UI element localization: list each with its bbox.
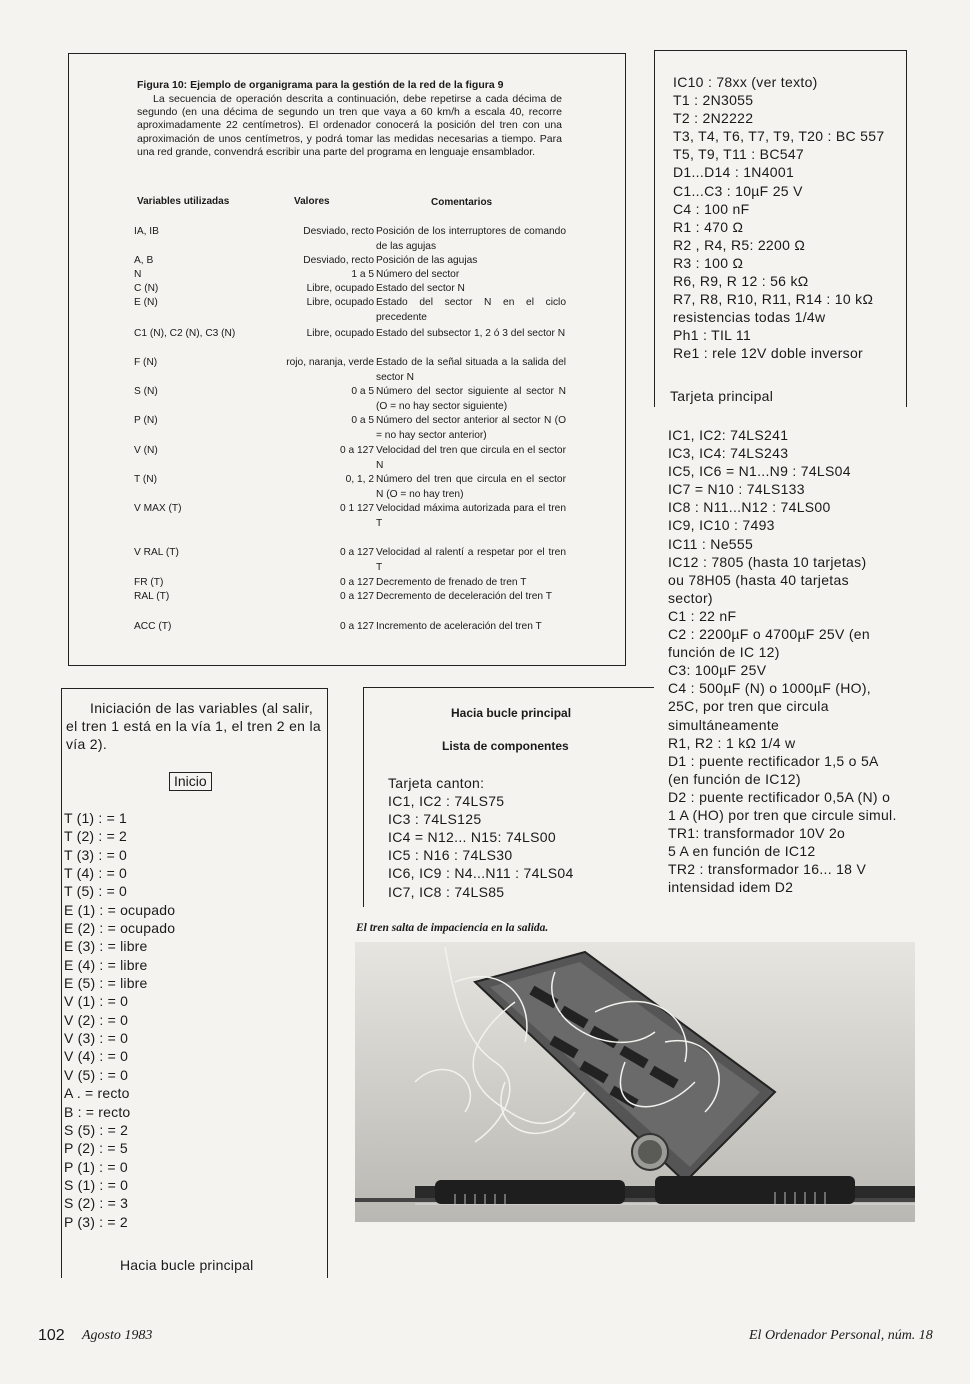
variable-name: V (N) [134, 445, 158, 456]
variable-name: A, B [134, 255, 154, 266]
init-assignment: V (4) : = 0 [64, 1048, 129, 1065]
variable-name: FR (T) [134, 577, 164, 588]
component-line: Ph1 : TIL 11 [673, 327, 752, 344]
init-assignment: T (3) : = 0 [64, 846, 128, 863]
init-assignment: V (2) : = 0 [64, 1011, 129, 1028]
variable-name: P (N) [134, 415, 158, 426]
variable-values: 0 a 5 [351, 386, 374, 397]
init-assignment: A . = recto [64, 1085, 130, 1102]
variable-name: F (N) [134, 357, 158, 368]
start-label: Inicio [174, 773, 207, 789]
start-block [169, 772, 212, 791]
variable-comment: Número del tren que circula en el sector N (O = no hay tren) [376, 474, 566, 500]
variable-comment: Estado del subsector 1, 2 ó 3 del sector N [376, 328, 566, 339]
component-line: C3: 100µF 25V [668, 662, 767, 679]
init-assignment: E (3) : = libre [64, 938, 148, 955]
component-line: R6, R9, R 12 : 56 kΩ [673, 273, 809, 290]
init-assignment: T (5) : = 0 [64, 883, 128, 900]
component-line: IC11 : Ne555 [668, 535, 754, 552]
variable-values: 0 a 5 [351, 415, 374, 426]
loop-label: Hacia bucle principal [451, 706, 572, 720]
component-line: D1...D14 : 1N4001 [673, 164, 795, 181]
figure-caption: Figura 10: Ejemplo de organigrama para la gestión de la red de la figura 9 [137, 79, 504, 91]
variable-comment: Número del sector siguiente al sector N (O = no hay sector siguiente) [376, 386, 566, 412]
init-assignment: P (3) : = 2 [64, 1213, 128, 1230]
variable-comment: Decremento de deceleración del tren T [376, 591, 552, 602]
variable-comment: Estado del sector N [376, 283, 465, 294]
component-line: C1...C3 : 10µF 25 V [673, 182, 803, 199]
figure-text: La secuencia de operación descrita a continuación, debe repetirse a cada décima de segundo (en una décima de segundo un tren que vaya a 60 km/h a escala 40, recorre aproximadamente 22 centímetros). El ordenador conocerá la posición del tren con una aproximación de unos centímetros, y podrá tomar las medidas necesarias a tiempo. Para una red grande, convendrá escribir una parte del programa en lenguaje ensamblador. [137, 93, 562, 158]
init-assignment: E (5) : = libre [64, 975, 148, 992]
component-line: IC12 : 7805 (hasta 10 tarjetas) [668, 553, 867, 570]
variable-comment: Estado del sector N en el ciclo precedente [376, 297, 566, 323]
variable-comment: Velocidad al ralentí a respetar por el tren T [376, 547, 566, 573]
component-line: resistencias todas 1/4w [673, 309, 826, 326]
component-line: IC9, IC10 : 7493 [668, 517, 775, 534]
component-line: T5, T9, T11 : BC547 [673, 146, 804, 163]
variable-values: rojo, naranja, verde [286, 357, 374, 368]
components-title: Lista de componentes [442, 739, 569, 753]
variable-name: S (N) [134, 386, 158, 397]
init-assignment: V (3) : = 0 [64, 1030, 129, 1047]
variable-values: 0 a 127 [340, 591, 374, 602]
variable-values: 0, 1, 2 [345, 474, 374, 485]
variable-name: RAL (T) [134, 591, 170, 602]
variable-comment: Posición de las agujas [376, 255, 478, 266]
init-assignment: E (2) : = ocupado [64, 920, 176, 937]
component-line: IC10 : 78xx (ver texto) [673, 74, 818, 90]
component-line: T2 : 2N2222 [673, 110, 754, 127]
variable-values: 0 1 127 [340, 503, 374, 514]
canton-component: IC6, IC9 : N4...N11 : 74LS04 [388, 865, 574, 882]
init-assignment: P (1) : = 0 [64, 1158, 128, 1175]
component-line: C2 : 2200µF o 4700µF 25V (en [668, 626, 870, 643]
variable-name: C1 (N), C2 (N), C3 (N) [134, 328, 236, 339]
component-line: T3, T4, T6, T7, T9, T20 : BC 557 [673, 128, 885, 145]
variable-comment: Estado de la señal situada a la salida del sector N [376, 357, 566, 383]
variable-comment: Número del sector [376, 269, 460, 280]
variable-values: 0 a 127 [340, 547, 374, 558]
component-line: IC7 = N10 : 74LS133 [668, 481, 805, 498]
component-line: C4 : 100 nF [673, 200, 750, 217]
header-variables: Variables utilizadas [137, 196, 230, 207]
component-line: R1 : 470 Ω [673, 218, 744, 235]
init-assignments [64, 809, 175, 1231]
init-assignment: T (4) : = 0 [64, 865, 128, 882]
canton-component: IC3 : 74LS125 [388, 811, 482, 828]
variable-values: Desviado, recto [303, 226, 374, 237]
variable-values: 0 a 127 [340, 445, 374, 456]
component-line: C1 : 22 nF [668, 607, 737, 624]
variable-name: V RAL (T) [134, 547, 179, 558]
variable-values: Libre, ocupado [306, 283, 374, 294]
variable-name: V MAX (T) [134, 503, 182, 514]
variable-comment: Posición de los interruptores de comando de las agujas [376, 226, 566, 252]
variable-comment: Velocidad máxima autorizada para el tren T [376, 503, 566, 529]
canton-component: IC5 : N16 : 74LS30 [388, 847, 513, 864]
component-line: D2 : puente rectificador 0,5A (N) o [668, 788, 891, 805]
canton-component: IC1, IC2 : 74LS75 [388, 793, 505, 810]
init-assignment: S (1) : = 0 [64, 1176, 129, 1193]
variable-values: Libre, ocupado [306, 297, 374, 308]
init-assignment: T (2) : = 2 [64, 828, 128, 845]
component-line: ou 78H05 (hasta 40 tarjetas [668, 571, 849, 588]
component-line: (en función de IC12) [668, 770, 801, 787]
component-line: simultáneamente [668, 716, 780, 733]
init-assignment: S (2) : = 3 [64, 1195, 129, 1212]
init-assignment: V (5) : = 0 [64, 1066, 129, 1083]
init-assignment: P (2) : = 5 [64, 1140, 128, 1157]
circuit-photo [355, 942, 915, 1222]
variable-name: ACC (T) [134, 621, 172, 632]
variable-values: Libre, ocupado [306, 328, 374, 339]
variable-name: T (N) [134, 474, 158, 485]
variable-values: Desviado, recto [303, 255, 374, 266]
init-footer: Hacia bucle principal [120, 1257, 254, 1273]
component-line: intensidad idem D2 [668, 879, 794, 896]
component-line: IC1, IC2: 74LS241 [668, 427, 789, 443]
canton-component: Tarjeta canton: [388, 775, 485, 791]
variable-name: N [134, 269, 142, 280]
variable-comment: Incremento de aceleración del tren T [376, 621, 542, 632]
component-line: R3 : 100 Ω [673, 254, 744, 271]
component-line: C4 : 500µF (N) o 1000µF (HO), [668, 680, 871, 697]
init-assignment: V (1) : = 0 [64, 993, 129, 1010]
component-line: D1 : puente rectificador 1,5 o 5A [668, 752, 879, 769]
canton-list [388, 774, 574, 901]
variable-name: C (N) [134, 283, 159, 294]
component-line: R1, R2 : 1 kΩ 1/4 w [668, 734, 796, 751]
magazine-name: El Ordenador Personal, núm. 18 [749, 1328, 933, 1343]
photo-caption: El tren salta de impaciencia en la salida. [356, 922, 549, 934]
init-assignment: S (5) : = 2 [64, 1121, 129, 1138]
init-assignment: E (1) : = ocupado [64, 901, 176, 918]
component-line: 5 A en función de IC12 [668, 843, 816, 860]
init-assignment: B : = recto [64, 1103, 131, 1120]
component-line: IC5, IC6 = N1...N9 : 74LS04 [668, 463, 851, 480]
variable-values: 0 a 127 [340, 577, 374, 588]
tarjeta-principal: Tarjeta principal [670, 388, 774, 404]
components-list-b [668, 426, 897, 896]
init-assignment: T (1) : = 1 [64, 810, 128, 826]
component-line: 25C, por tren que circula [668, 698, 829, 715]
circuit-board-image [355, 942, 915, 1222]
component-line: sector) [668, 589, 713, 606]
page-number: 102 [38, 1327, 65, 1344]
component-line: TR2 : transformador 16... 18 V [668, 861, 867, 878]
component-line: R2 , R4, R5: 2200 Ω [673, 236, 806, 253]
variable-values: 1 a 5 [351, 269, 374, 280]
header-comments: Comentarios [431, 197, 493, 208]
component-line: 1 A (HO) por tren que circule simul. [668, 806, 897, 823]
variable-comment: Número del sector anterior al sector N (O = no hay sector anterior) [376, 415, 566, 441]
init-assignment: E (4) : = libre [64, 956, 148, 973]
components-list-a [673, 73, 884, 363]
issue-date: Agosto 1983 [82, 1328, 153, 1343]
canton-component: IC7, IC8 : 74LS85 [388, 883, 505, 900]
component-line: función de IC 12) [668, 644, 780, 661]
variable-name: E (N) [134, 297, 158, 308]
component-line: IC8 : N11...N12 : 74LS00 [668, 499, 831, 516]
component-line: IC3, IC4: 74LS243 [668, 445, 789, 462]
variable-values: 0 a 127 [340, 621, 374, 632]
variable-comment: Velocidad del tren que circula en el sector N [376, 445, 566, 471]
canton-component: IC4 = N12... N15: 74LS00 [388, 829, 556, 846]
variable-comment: Decremento de frenado de tren T [376, 577, 527, 588]
component-line: Re1 : rele 12V doble inversor [673, 345, 864, 362]
header-values: Valores [294, 196, 330, 207]
init-text: Iniciación de las variables (al salir, el tren 1 está en la vía 1, el tren 2 en la vía 2). [66, 700, 321, 752]
variable-name: IA, IB [134, 226, 159, 237]
component-line: T1 : 2N3055 [673, 92, 754, 109]
component-line: R7, R8, R10, R11, R14 : 10 kΩ [673, 291, 874, 308]
component-line: TR1: transformador 10V 2o [668, 825, 846, 842]
